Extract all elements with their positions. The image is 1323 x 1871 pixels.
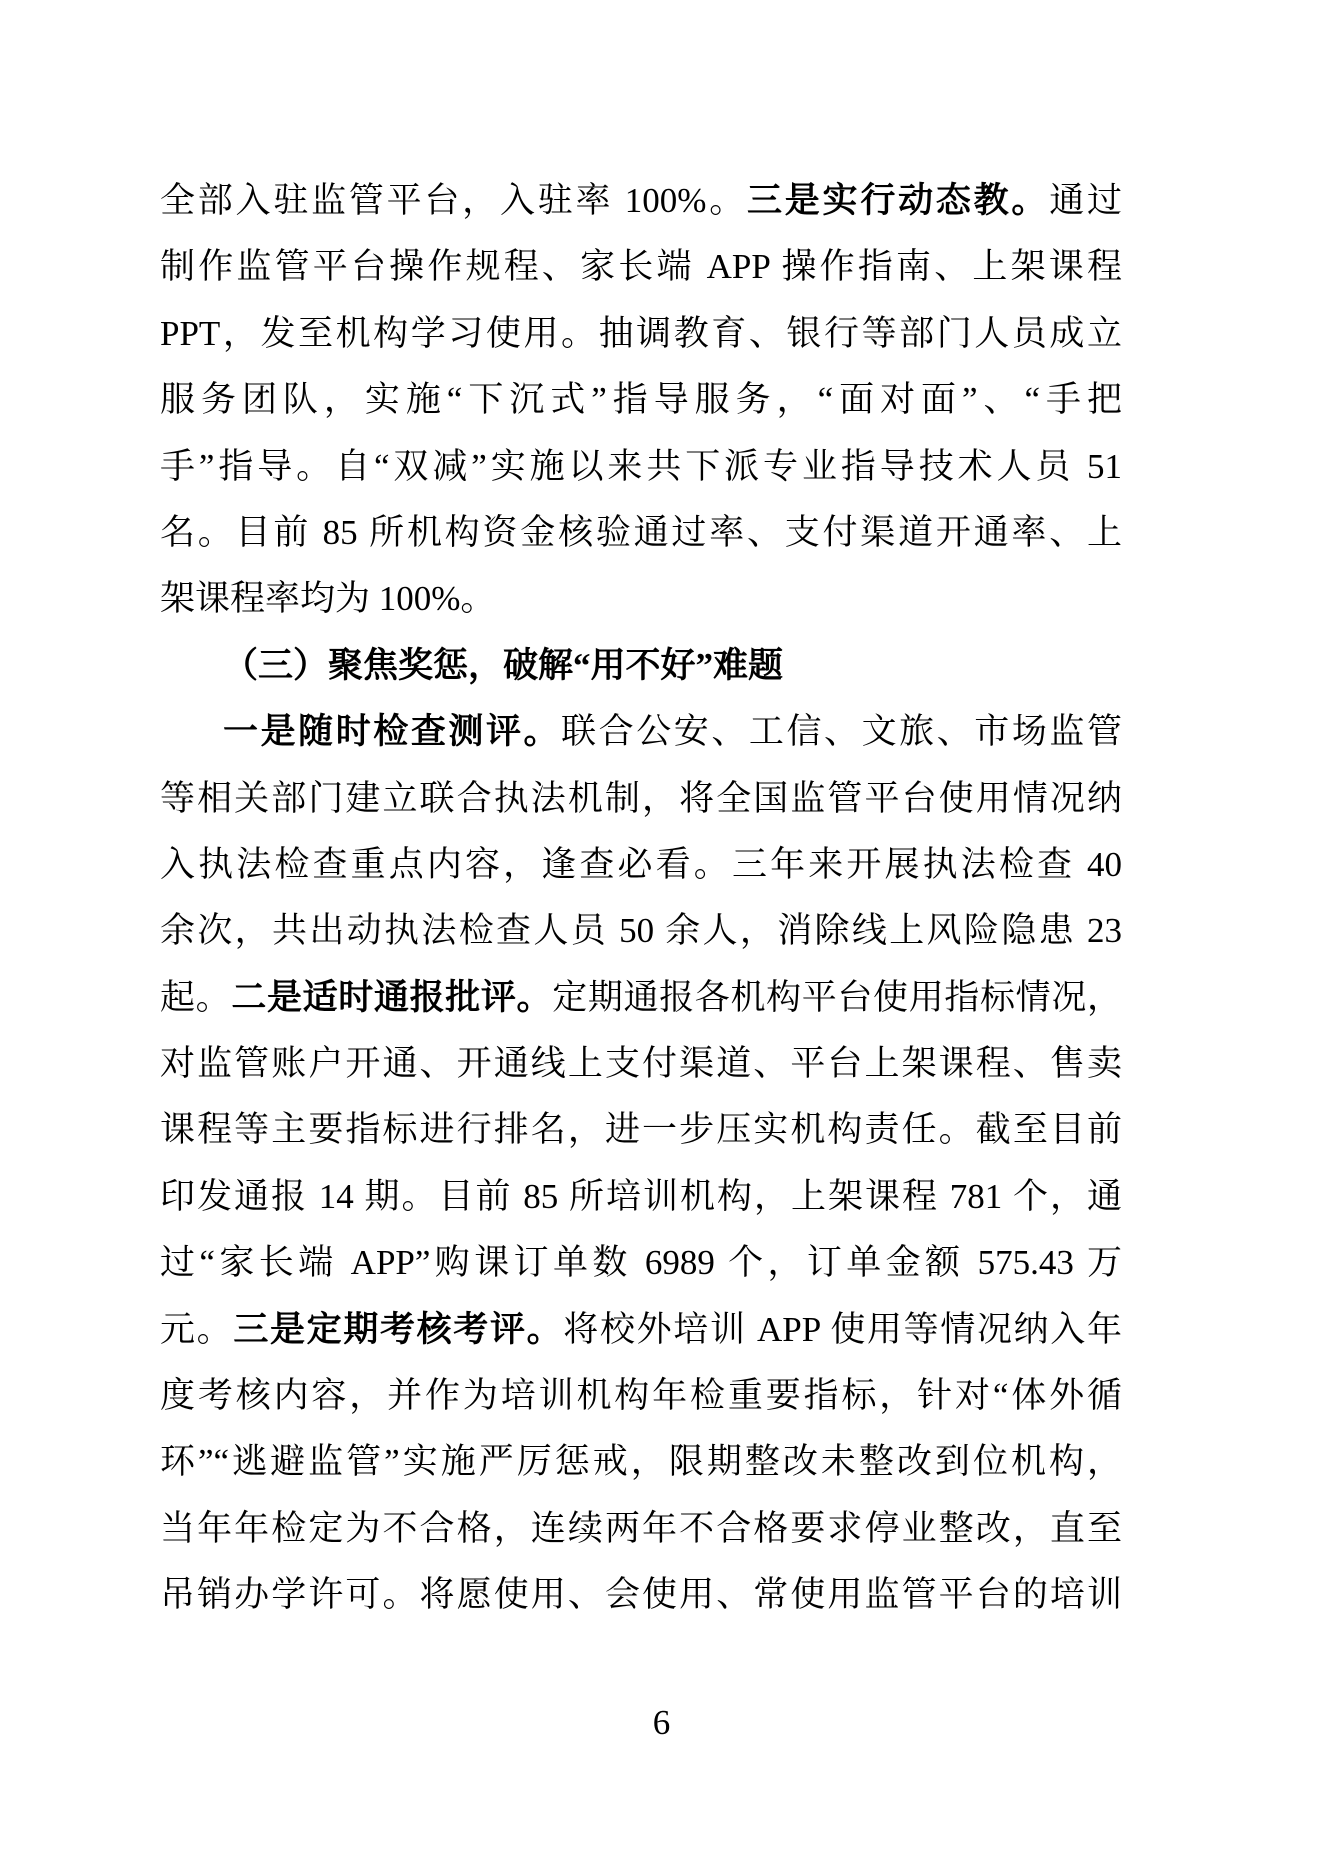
text-run: PPT，发至机构学习使用。抽调教育、银行等部门人员成立 — [160, 313, 1122, 353]
text-run: 环”“逃避监管”实施严厉惩戒，限期整改未整改到位机构， — [160, 1442, 1122, 1482]
text-line — [160, 1562, 1122, 1628]
text-line — [160, 1429, 1122, 1495]
text-line — [160, 1097, 1122, 1163]
text-line — [160, 301, 1122, 367]
emphasis-text-run: 二是适时通报批评。 — [231, 977, 553, 1017]
text-line — [160, 234, 1122, 300]
emphasis-text-run: （三）聚焦奖惩，破解“用不好”难题 — [223, 645, 784, 685]
body-text — [160, 168, 1122, 1629]
text-run: 定期通报各机构平台使用指标情况， — [552, 977, 1122, 1017]
text-run: 全部入驻监管平台，入驻率 100%。 — [160, 181, 747, 220]
text-line — [160, 434, 1122, 500]
text-run: 当年年检定为不合格，连续两年不合格要求停业整改，直至 — [160, 1508, 1122, 1548]
text-line — [160, 699, 1122, 765]
text-line — [160, 1164, 1122, 1230]
text-run: 对监管账户开通、开通线上支付渠道、平台上架课程、售卖 — [160, 1044, 1122, 1084]
text-run: 过“家长端 APP”购课订单数 6989 个，订单金额 575.43 万 — [160, 1243, 1122, 1283]
emphasis-text-run: 三是定期考核考评。 — [233, 1309, 564, 1349]
text-run: 架课程率均为 100%。 — [160, 579, 496, 619]
text-run: 服务团队，实施“下沉式”指导服务，“面对面”、“手把 — [160, 380, 1122, 420]
text-line — [160, 965, 1122, 1031]
text-run: 通过 — [1049, 181, 1122, 220]
text-line — [160, 1297, 1122, 1363]
text-run: 起。 — [160, 977, 232, 1017]
text-run: 名。目前 85 所机构资金核验通过率、支付渠道开通率、上 — [160, 512, 1122, 552]
text-run: 课程等主要指标进行排名，进一步压实机构责任。截至目前 — [160, 1110, 1122, 1150]
text-line — [160, 766, 1122, 832]
text-line — [160, 1363, 1122, 1429]
text-line — [160, 168, 1122, 234]
text-line — [160, 1496, 1122, 1562]
text-run: 元。 — [160, 1309, 234, 1349]
text-run: 印发通报 14 期。目前 85 所培训机构，上架课程 781 个，通 — [160, 1176, 1122, 1216]
text-run: 度考核内容，并作为培训机构年检重要指标，针对“体外循 — [160, 1376, 1122, 1416]
emphasis-text-run: 三是实行动态教。 — [747, 181, 1050, 220]
emphasis-text-run: 一是随时检查测评。 — [223, 712, 562, 752]
text-run: 手”指导。自“双减”实施以来共下派专业指导技术人员 51 — [160, 446, 1122, 486]
text-line — [160, 1230, 1122, 1296]
page-number: 6 — [652, 1703, 671, 1742]
text-line — [160, 566, 1122, 632]
text-run: 联合公安、工信、文旅、市场监管 — [561, 712, 1122, 752]
text-line — [160, 898, 1122, 964]
text-run: 吊销办学许可。将愿使用、会使用、常使用监管平台的培训 — [160, 1575, 1122, 1615]
text-run: 将校外培训 APP 使用等情况纳入年 — [563, 1309, 1122, 1349]
text-line — [160, 633, 1122, 699]
text-run: 等相关部门建立联合执法机制，将全国监管平台使用情况纳 — [160, 778, 1122, 818]
text-line — [160, 832, 1122, 898]
text-line — [160, 500, 1122, 566]
text-line — [160, 367, 1122, 433]
text-line — [160, 1031, 1122, 1097]
text-run: 余次，共出动执法检查人员 50 余人，消除线上风险隐患 23 — [160, 911, 1122, 951]
text-run: 制作监管平台操作规程、家长端 APP 操作指南、上架课程 — [160, 247, 1122, 287]
text-run: 入执法检查重点内容，逢查必看。三年来开展执法检查 40 — [160, 844, 1122, 884]
